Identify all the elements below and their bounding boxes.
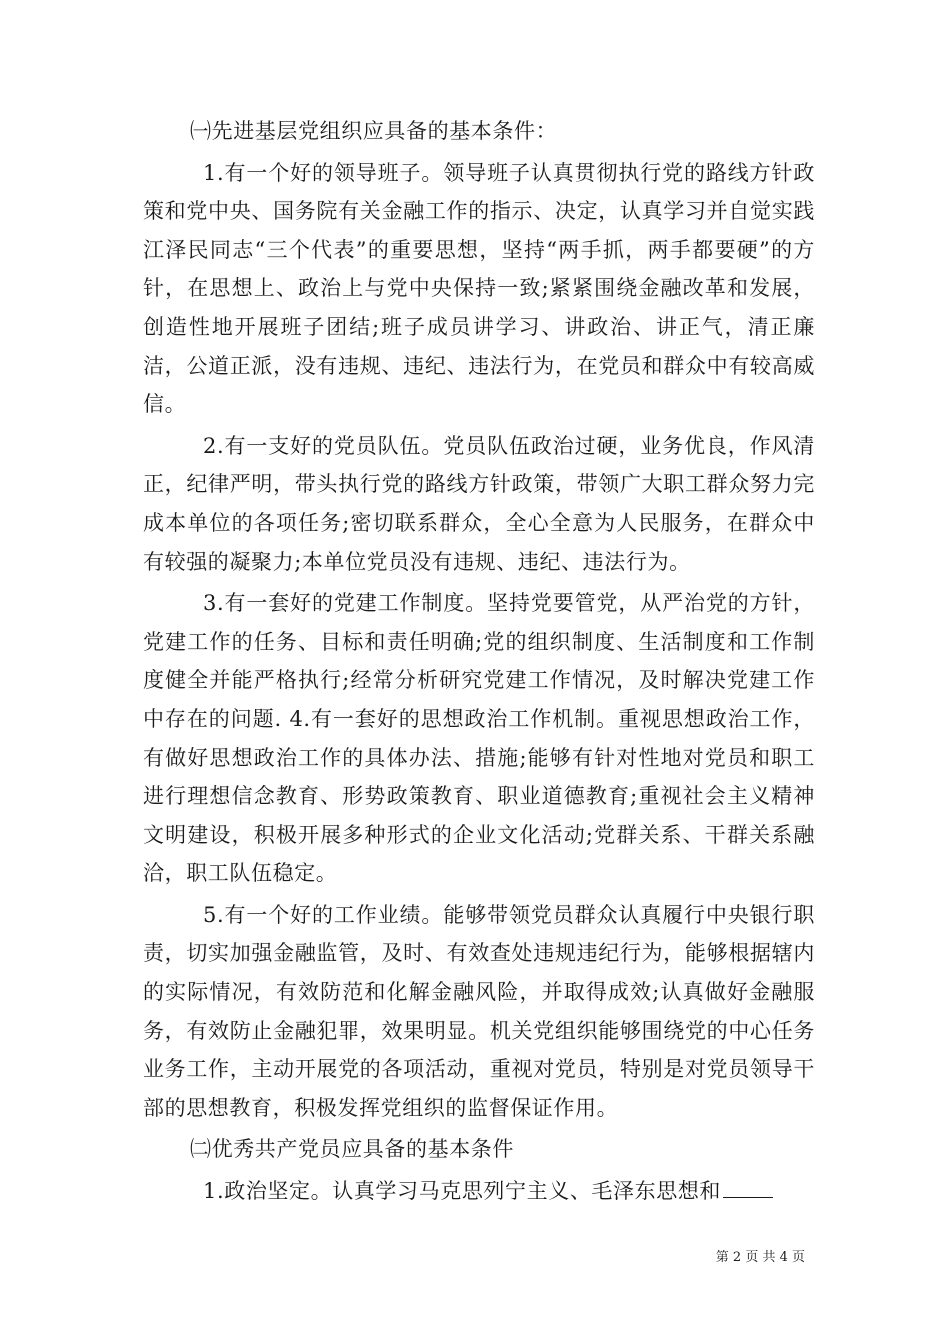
blank-underline — [723, 1177, 773, 1198]
document-body — [143, 112, 815, 1211]
page-number: 第 2 页 共 4 页 — [715, 1250, 805, 1265]
paragraph-political-firmness-text: 1.政治坚定。认真学习马克思列宁主义、毛泽东思想和 — [203, 1179, 722, 1204]
paragraph-leadership: 1.有一个好的领导班子。领导班子认真贯彻执行党的路线方针政策和党中央、国务院有关金融工作的指示、决定，认真学习并自觉实践江泽民同志“三个代表”的重要思想，坚持“两手抓，两手都要硬”的方针，在思想上、政治上与党中央保持一致;紧紧围绕金融改革和发展，创造性地开展班子团结;班子成员讲学习、讲政治、讲正气，清正廉洁，公道正派，没有违规、违纪、违法行为，在党员和群众中有较高威信。 — [143, 160, 815, 417]
section-heading-2: ㈡优秀共产党员应具备的基本条件 — [190, 1137, 514, 1162]
paragraph-party-members: 2.有一支好的党员队伍。党员队伍政治过硬，业务优良，作风清正，纪律严明，带头执行党的路线方针政策，带领广大职工群众努力完成本单位的各项任务;密切联系群众，全心全意为人民服务，在群众中有较强的凝聚力;本单位党员没有违规、违纪、违法行为。 — [143, 433, 815, 574]
section-heading-1: ㈠先进基层党组织应具备的基本条件： — [190, 119, 558, 143]
paragraph-work-performance: 5.有一个好的工作业绩。能够带领党员群众认真履行中央银行职责，切实加强金融监管，及时、有效查处违规违纪行为，能够根据辖内的实际情况，有效防范和化解金融风险，并取得成效;认真做好金融服务，有效防止金融犯罪，效果明显。机关党组织能够围绕党的中心任务业务工作，主动开展党的各项活动，重视对党员，特别是对党员领导干部的思想教育，积极发挥党组织的监督保证作用。 — [143, 902, 815, 1120]
paragraph-political-firmness — [143, 1172, 815, 1211]
paragraph-party-building: 3.有一套好的党建工作制度。坚持党要管党，从严治党的方针，党建工作的任务、目标和责任明确;党的组织制度、生活制度和工作制度健全并能严格执行;经常分析研究党建工作情况，及时解决党建工作中存在的问题. 4.有一套好的思想政治工作机制。重视思想政治工作，有做好思想政治工作的具体办法、措施;能够有针对性地对党员和职工进行理想信念教育、形势政策教育、职业道德教育;重视社会主义精神文明建设，积极开展多种形式的企业文化活动;党群关系、干群关系融洽，职工队伍稳定。 — [143, 591, 815, 886]
